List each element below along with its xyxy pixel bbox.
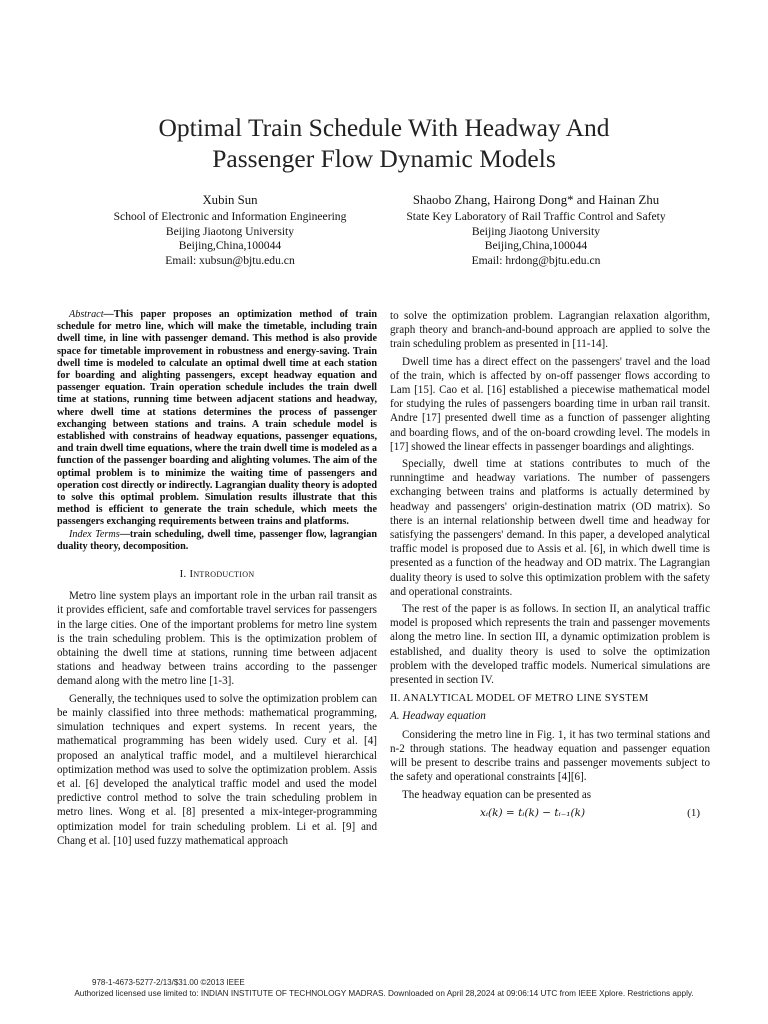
author-address: Beijing,China,100044 — [178, 239, 282, 253]
abstract-label: Abstract — [69, 309, 104, 320]
paper-title — [60, 112, 708, 174]
paragraph: to solve the optimization problem. Lagrangian relaxation algorithm, graph theory and branch-and-bound approach are applied to solve the train scheduling problem as presented in [11-14]. — [390, 310, 710, 351]
section-heading-introduction: I. Introduction — [179, 568, 255, 581]
author-university: Beijing Jiaotong University — [471, 224, 601, 238]
paragraph: Metro line system plays an important role in the urban rail transit as it provides efficient, safe and comfortable travel services for passengers in the large cities. One of the important problems for metro line system is the train scheduling problem. This is the optimization problem of obtaining the dwell time at stations, running time between adjacent stations and headway between trains according to the passenger demand along with the metro line [1-3]. — [57, 590, 377, 688]
right-column — [390, 309, 710, 823]
copyright-code: 978-1-4673-5277-2/13/$31.00 ©2013 IEEE — [92, 978, 245, 987]
paragraph: Dwell time has a direct effect on the passengers' travel and the load of the train, which is affected by on-off passenger flows according to Lam [15]. Cao et al. [16] established a piecewise mathematical model for studying the rules of passengers boarding time in urban rail transit. Andre [17] presented dwell time as a function of passenger alighting and boarding flows, and of the on-board crowding level. The models in [17] showed the linear effects in passenger boardings and alightings. — [390, 355, 710, 453]
subsection-heading-headway: A. Headway equation — [390, 710, 486, 723]
index-terms — [57, 529, 377, 553]
title-line: Passenger Flow Dynamic Models — [212, 144, 556, 173]
author-block-left — [80, 193, 380, 268]
author-university: Beijing Jiaotong University — [165, 224, 295, 238]
title-line: Optimal Train Schedule With Headway And — [158, 113, 610, 142]
equation-1 — [390, 805, 710, 823]
section-heading-analytical-model: II. ANALYTICAL MODEL OF METRO LINE SYSTEM — [390, 692, 649, 705]
index-terms-label: Index Terms — [69, 528, 120, 540]
author-email: Email: hrdong@bjtu.edu.cn — [471, 253, 601, 267]
license-notice: Authorized licensed use limited to: INDIAN INSTITUTE OF TECHNOLOGY MADRAS. Downloaded on April 28,2024 at 09:06:14 UTC from IEEE Xplore. Restrictions apply. — [74, 989, 694, 998]
abstract — [57, 309, 377, 529]
author-address: Beijing,China,100044 — [484, 239, 588, 253]
paragraph: Specially, dwell time at stations contributes to much of the runningtime and headway variations. The number of passengers exchanging between trains and platforms is actually determined by headway and passengers' origin-destination matrix (OD matrix). So there is an internal relationship between dwell time and headway for satisfying the passengers' demand. In this paper, a developed analytical traffic model is proposed due to Assis et al. [6], in which dwell time is presented as a function of the headway and OD matrix. The Lagrangian duality theory is used to solve this optimization problem with the safety and operational constraints. — [390, 458, 710, 598]
paragraph: The rest of the paper is as follows. In section II, an analytical traffic model is proposed which represents the train and passenger movements along the metro line. In section III, a dynamic optimization problem is established, and duality theory is used to solve the optimization problem with the developed traffic models. Numerical simulations are presented in section IV. — [390, 603, 710, 687]
equation-number: (1) — [687, 806, 700, 819]
paragraph: Generally, the techniques used to solve the optimization problem can be mainly classified into three methods: mathematical programming, simulation techniques and expert systems. In recent years, the mathematical programming has been widely used. Cury et al. [4] proposed an analytical traffic model, and a multilevel hierarchical optimization method was used to solve the optimization problem. Assis et al. [6] developed the analytical traffic model and used the model predictive control method to solve the train scheduling problem in metro lines. Wong et al. [8] presented a mix-integer-programming optimization model for train scheduling problem. Li et al. [9] and Chang et al. [10] used fuzzy mathematical approach — [57, 692, 377, 847]
paragraph: The headway equation can be presented as — [402, 788, 592, 801]
author-names: Shaobo Zhang, Hairong Dong* and Hainan Zhu — [412, 193, 660, 207]
author-name: Xubin Sun — [202, 193, 258, 207]
index-terms-text: —train scheduling, dwell time, passenger flow, lagrangian duality theory, decomposition. — [57, 528, 377, 552]
abstract-text: —This paper proposes an optimization method of train schedule for metro line, which will make the timetable, including train dwell time, in line with passenger demand. This method is also provide space for timetable improvement in robustness and energy-saving. Train dwell time is modeled to calculate an optimal dwell time at each station for boarding and alighting passengers, except headway equation and passenger equation. Train operation schedule includes the train dwell time at stations, running time between adjacent stations and headway, where dwell time at stations determines the process of passenger exchanging between stations and trains. A train schedule model is established with constrains of headway equations, passenger equations, and train dwell time equations, where the train dwell time is modeled as a function of the passenger boarding and alighting volumes. The aim of the optimal problem is to minimize the waiting time of passengers and operation cost directly or indirectly. Lagrangian duality theory is adopted to solve this optimal problem. Simulation results illustrate that this method is efficient to generate the train schedule, which meets the passengers exchanging requirements between trains and platforms. — [57, 309, 377, 528]
author-email: Email: xubsun@bjtu.edu.cn — [165, 253, 295, 267]
author-affiliation: School of Electronic and Information Engineering — [113, 210, 347, 224]
author-block-right — [376, 193, 696, 268]
equation-expression: xᵢ(k) = tᵢ(k) − tᵢ₋₁(k) — [480, 806, 586, 819]
left-column — [57, 309, 377, 851]
paragraph: Considering the metro line in Fig. 1, it has two terminal stations and n-2 through stations. The headway equation and passenger equation will be present to describe trains and passenger movements subject to the safety and operational constraints [4][6]. — [390, 728, 710, 784]
author-affiliation: State Key Laboratory of Rail Traffic Control and Safety — [406, 210, 666, 224]
